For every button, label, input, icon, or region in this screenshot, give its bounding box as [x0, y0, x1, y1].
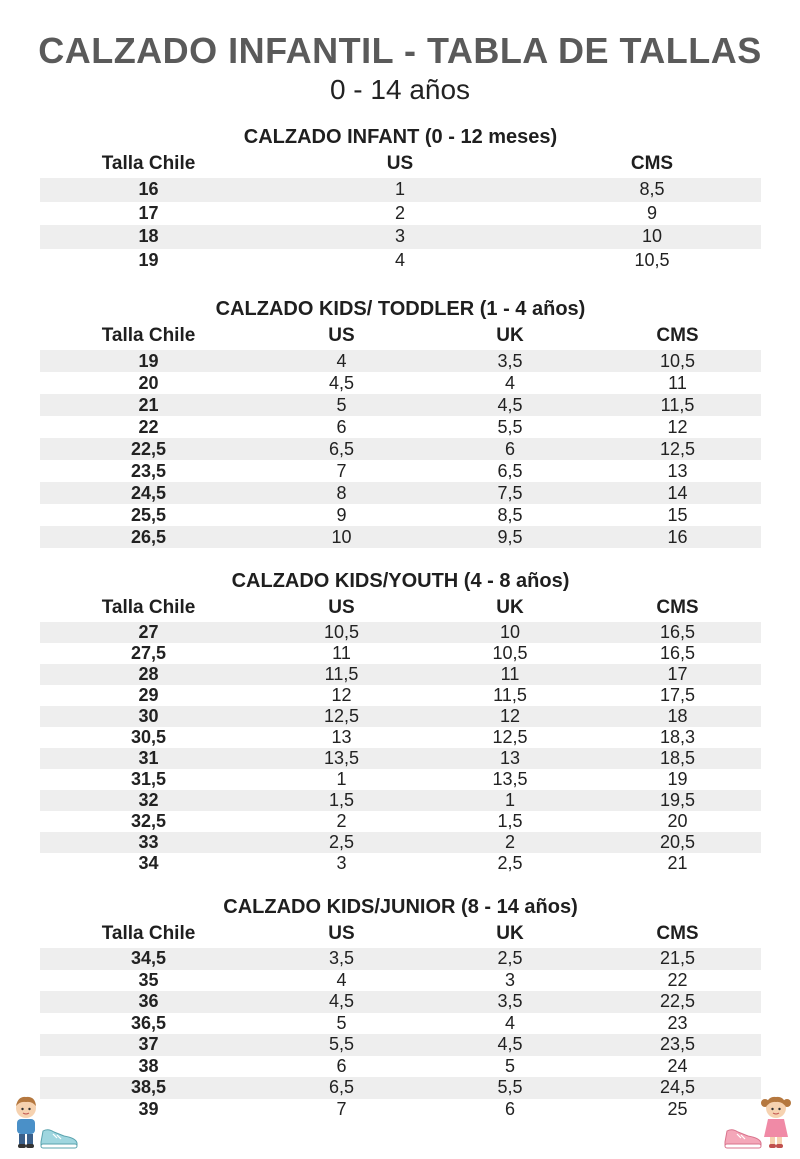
column-header: CMS	[656, 597, 699, 618]
table-row	[40, 832, 761, 853]
table-cell: 24,5	[659, 1077, 696, 1097]
table-cell: 34	[138, 853, 159, 873]
table-cell: 6	[336, 1055, 347, 1076]
table-row	[40, 1013, 761, 1035]
table-cell: 12	[667, 417, 688, 437]
table-cell: 18	[138, 226, 159, 246]
table-cell: 24	[667, 1055, 688, 1076]
table-row	[40, 727, 761, 748]
table-cell: 6	[504, 1098, 515, 1119]
table-cell: 11	[332, 643, 351, 663]
table-cell: 20	[667, 811, 688, 831]
table-cell: 7	[336, 461, 347, 481]
table-cell: 16,5	[659, 622, 696, 642]
table-cell: 5,5	[497, 417, 523, 437]
table-row	[40, 1099, 761, 1121]
table-cell: 6	[336, 417, 347, 437]
column-header: UK	[496, 325, 524, 346]
table-cell: 10,5	[323, 622, 360, 642]
column-header: UK	[496, 597, 524, 618]
table-cell: 23	[667, 1012, 688, 1033]
table-cell: 2,5	[497, 948, 523, 968]
column-header: US	[386, 153, 414, 174]
table-cell: 6,5	[328, 439, 355, 459]
table-row	[40, 706, 761, 727]
column-header: Talla Chile	[101, 325, 196, 346]
table-cell: 5	[504, 1055, 515, 1076]
table-cell: 25	[667, 1098, 688, 1119]
table-cell: 34,5	[130, 948, 167, 968]
table-cell: 1,5	[328, 790, 355, 810]
table-row	[40, 790, 761, 811]
table-body	[40, 948, 761, 1120]
table-cell: 5	[336, 395, 347, 415]
table-row	[40, 948, 761, 970]
table-cell: 11	[668, 373, 687, 393]
table-cell: 22,5	[659, 991, 696, 1011]
table-cell: 18,3	[659, 727, 696, 747]
page-title: CALZADO INFANTIL - TABLA DE TALLAS	[38, 30, 762, 71]
table-row	[40, 350, 761, 372]
table-cell: 23,5	[130, 461, 167, 481]
table-cell: 4	[394, 249, 405, 270]
table-cell: 33	[138, 832, 159, 852]
table-cell: 10,5	[659, 351, 696, 371]
table-cell: 6,5	[328, 1077, 355, 1097]
table-row	[40, 504, 761, 526]
table-cell: 38	[138, 1055, 159, 1076]
table-row	[40, 970, 761, 992]
table-cell: 2	[336, 811, 347, 831]
section-title: CALZADO KIDS/JUNIOR (8 - 14 años)	[223, 896, 578, 918]
table-cell: 6,5	[497, 461, 523, 481]
column-header: US	[328, 597, 355, 618]
table-cell: 2,5	[497, 853, 523, 873]
girl-icon	[758, 1094, 794, 1150]
table-cell: 2	[394, 202, 405, 223]
table-cell: 16,5	[659, 643, 696, 663]
table-cell: 18	[667, 706, 688, 726]
table-cell: 1	[504, 790, 515, 810]
table-cell: 4,5	[497, 395, 523, 415]
table-cell: 29	[138, 685, 159, 705]
column-header: US	[328, 325, 355, 346]
table-cell: 3,5	[497, 351, 523, 371]
table-cell: 28	[138, 664, 159, 684]
column-header: Talla Chile	[101, 597, 196, 618]
table-cell: 4	[336, 969, 347, 990]
column-header: CMS	[656, 923, 699, 944]
table-cell: 32,5	[130, 811, 167, 831]
table-cell: 19,5	[659, 790, 696, 810]
table-row	[40, 643, 761, 664]
table-cell: 19	[138, 351, 159, 371]
table-row	[40, 664, 761, 685]
table-cell: 12,5	[659, 439, 696, 459]
table-cell: 31	[138, 748, 159, 768]
table-row	[40, 416, 761, 438]
table-cell: 10	[641, 226, 663, 246]
table-cell: 18,5	[659, 748, 696, 768]
table-body	[40, 622, 761, 874]
table-cell: 2,5	[328, 832, 355, 852]
table-header	[40, 594, 761, 622]
column-header: Talla Chile	[101, 923, 196, 944]
table-cell: 4	[504, 373, 515, 393]
table-cell: 13	[331, 727, 352, 747]
page-subtitle: 0 - 14 años	[329, 74, 471, 105]
table-cell: 3	[336, 853, 347, 873]
table-row	[40, 991, 761, 1013]
table-cell: 31,5	[130, 769, 167, 789]
table-row	[40, 372, 761, 394]
table-cell: 10,5	[634, 249, 670, 270]
table-cell: 7,5	[497, 483, 523, 503]
table-cell: 20,5	[659, 832, 696, 852]
table-cell: 20	[138, 373, 159, 393]
table-row	[40, 622, 761, 643]
table-cell: 35	[138, 969, 159, 990]
table-cell: 9,5	[497, 527, 523, 547]
table-header	[40, 150, 761, 178]
table-cell: 39	[138, 1098, 159, 1119]
table-row	[40, 249, 761, 273]
section-title: CALZADO KIDS/ TODDLER (1 - 4 años)	[215, 298, 586, 320]
table-cell: 12,5	[492, 727, 528, 747]
column-header: UK	[496, 923, 524, 944]
table-cell: 17	[667, 664, 688, 684]
table-cell: 21	[667, 853, 688, 873]
size-table-youth	[40, 568, 761, 874]
table-cell: 4,5	[497, 1034, 523, 1054]
table-header	[40, 322, 761, 350]
table-cell: 4	[504, 1012, 515, 1033]
table-cell: 12,5	[323, 706, 360, 726]
table-cell: 10	[331, 527, 352, 547]
size-table-infant	[40, 124, 761, 272]
table-row	[40, 526, 761, 548]
table-cell: 5	[336, 1012, 347, 1033]
table-cell: 11,5	[493, 685, 527, 705]
table-cell: 4	[336, 351, 347, 371]
table-cell: 17,5	[659, 685, 696, 705]
table-cell: 11	[500, 664, 520, 684]
section-title: CALZADO KIDS/YOUTH (4 - 8 años)	[231, 570, 570, 592]
table-cell: 3	[504, 969, 515, 990]
table-cell: 30	[138, 706, 159, 726]
size-table-junior	[40, 894, 761, 1120]
table-cell: 15	[667, 505, 688, 525]
table-cell: 12	[499, 706, 521, 726]
table-cell: 36	[138, 991, 159, 1011]
table-cell: 3	[394, 226, 405, 246]
table-cell: 21,5	[659, 948, 696, 968]
table-cell: 1	[336, 769, 347, 789]
table-cell: 12	[331, 685, 352, 705]
table-cell: 26,5	[130, 527, 167, 547]
table-cell: 11,5	[660, 395, 695, 415]
table-row	[40, 853, 761, 874]
table-row	[40, 225, 761, 249]
table-cell: 19	[138, 249, 159, 270]
table-cell: 4,5	[328, 373, 355, 393]
table-cell: 8,5	[639, 179, 665, 199]
table-cell: 36,5	[130, 1012, 167, 1033]
table-row	[40, 178, 761, 202]
table-cell: 30,5	[130, 727, 167, 747]
table-cell: 16	[667, 527, 688, 547]
table-row	[40, 438, 761, 460]
table-cell: 32	[138, 790, 159, 810]
table-cell: 1	[394, 179, 405, 199]
table-cell: 17	[138, 202, 159, 223]
column-header: CMS	[630, 153, 674, 174]
table-cell: 11,5	[324, 664, 359, 684]
table-cell: 5,5	[497, 1077, 523, 1097]
table-cell: 6	[504, 439, 515, 459]
table-cell: 25,5	[130, 505, 167, 525]
table-cell: 3,5	[497, 991, 523, 1011]
column-header: US	[328, 923, 355, 944]
table-cell: 27	[138, 622, 159, 642]
table-cell: 37	[138, 1034, 159, 1054]
table-row	[40, 460, 761, 482]
table-cell: 4,5	[328, 991, 355, 1011]
table-cell: 13,5	[492, 769, 528, 789]
table-cell: 22	[667, 969, 688, 990]
table-cell: 1,5	[497, 811, 523, 831]
table-cell: 22,5	[130, 439, 167, 459]
size-table-toddler	[40, 296, 761, 548]
table-cell: 9	[646, 202, 657, 223]
table-cell: 27,5	[130, 643, 167, 663]
table-cell: 7	[336, 1098, 347, 1119]
table-cell: 9	[336, 505, 347, 525]
table-cell: 8	[336, 483, 347, 503]
table-cell: 21	[138, 395, 159, 415]
table-cell: 24,5	[130, 483, 167, 503]
column-header: CMS	[656, 325, 699, 346]
table-row	[40, 394, 761, 416]
table-cell: 8,5	[497, 505, 523, 525]
table-row	[40, 748, 761, 769]
table-cell: 23,5	[659, 1034, 696, 1054]
table-cell: 38,5	[130, 1077, 167, 1097]
table-row	[40, 1077, 761, 1099]
section-title: CALZADO INFANT (0 - 12 meses)	[243, 126, 558, 148]
table-row	[40, 811, 761, 832]
table-row	[40, 1056, 761, 1078]
table-cell: 3,5	[328, 948, 355, 968]
table-cell: 16	[138, 179, 159, 199]
table-cell: 10	[499, 622, 521, 642]
table-cell: 2	[504, 832, 515, 852]
table-row	[40, 202, 761, 226]
table-cell: 13,5	[323, 748, 360, 768]
blue-shoe-icon	[38, 1124, 80, 1150]
table-cell: 10,5	[492, 643, 528, 663]
table-row	[40, 769, 761, 790]
table-cell: 22	[138, 417, 159, 437]
table-row	[40, 685, 761, 706]
table-cell: 5,5	[328, 1034, 355, 1054]
table-body	[40, 178, 761, 272]
table-cell: 13	[499, 748, 521, 768]
table-cell: 19	[667, 769, 688, 789]
table-body	[40, 350, 761, 548]
table-cell: 13	[667, 461, 688, 481]
column-header: Talla Chile	[101, 153, 196, 174]
table-row	[40, 1034, 761, 1056]
table-header	[40, 920, 761, 948]
table-row	[40, 482, 761, 504]
table-cell: 14	[667, 483, 688, 503]
